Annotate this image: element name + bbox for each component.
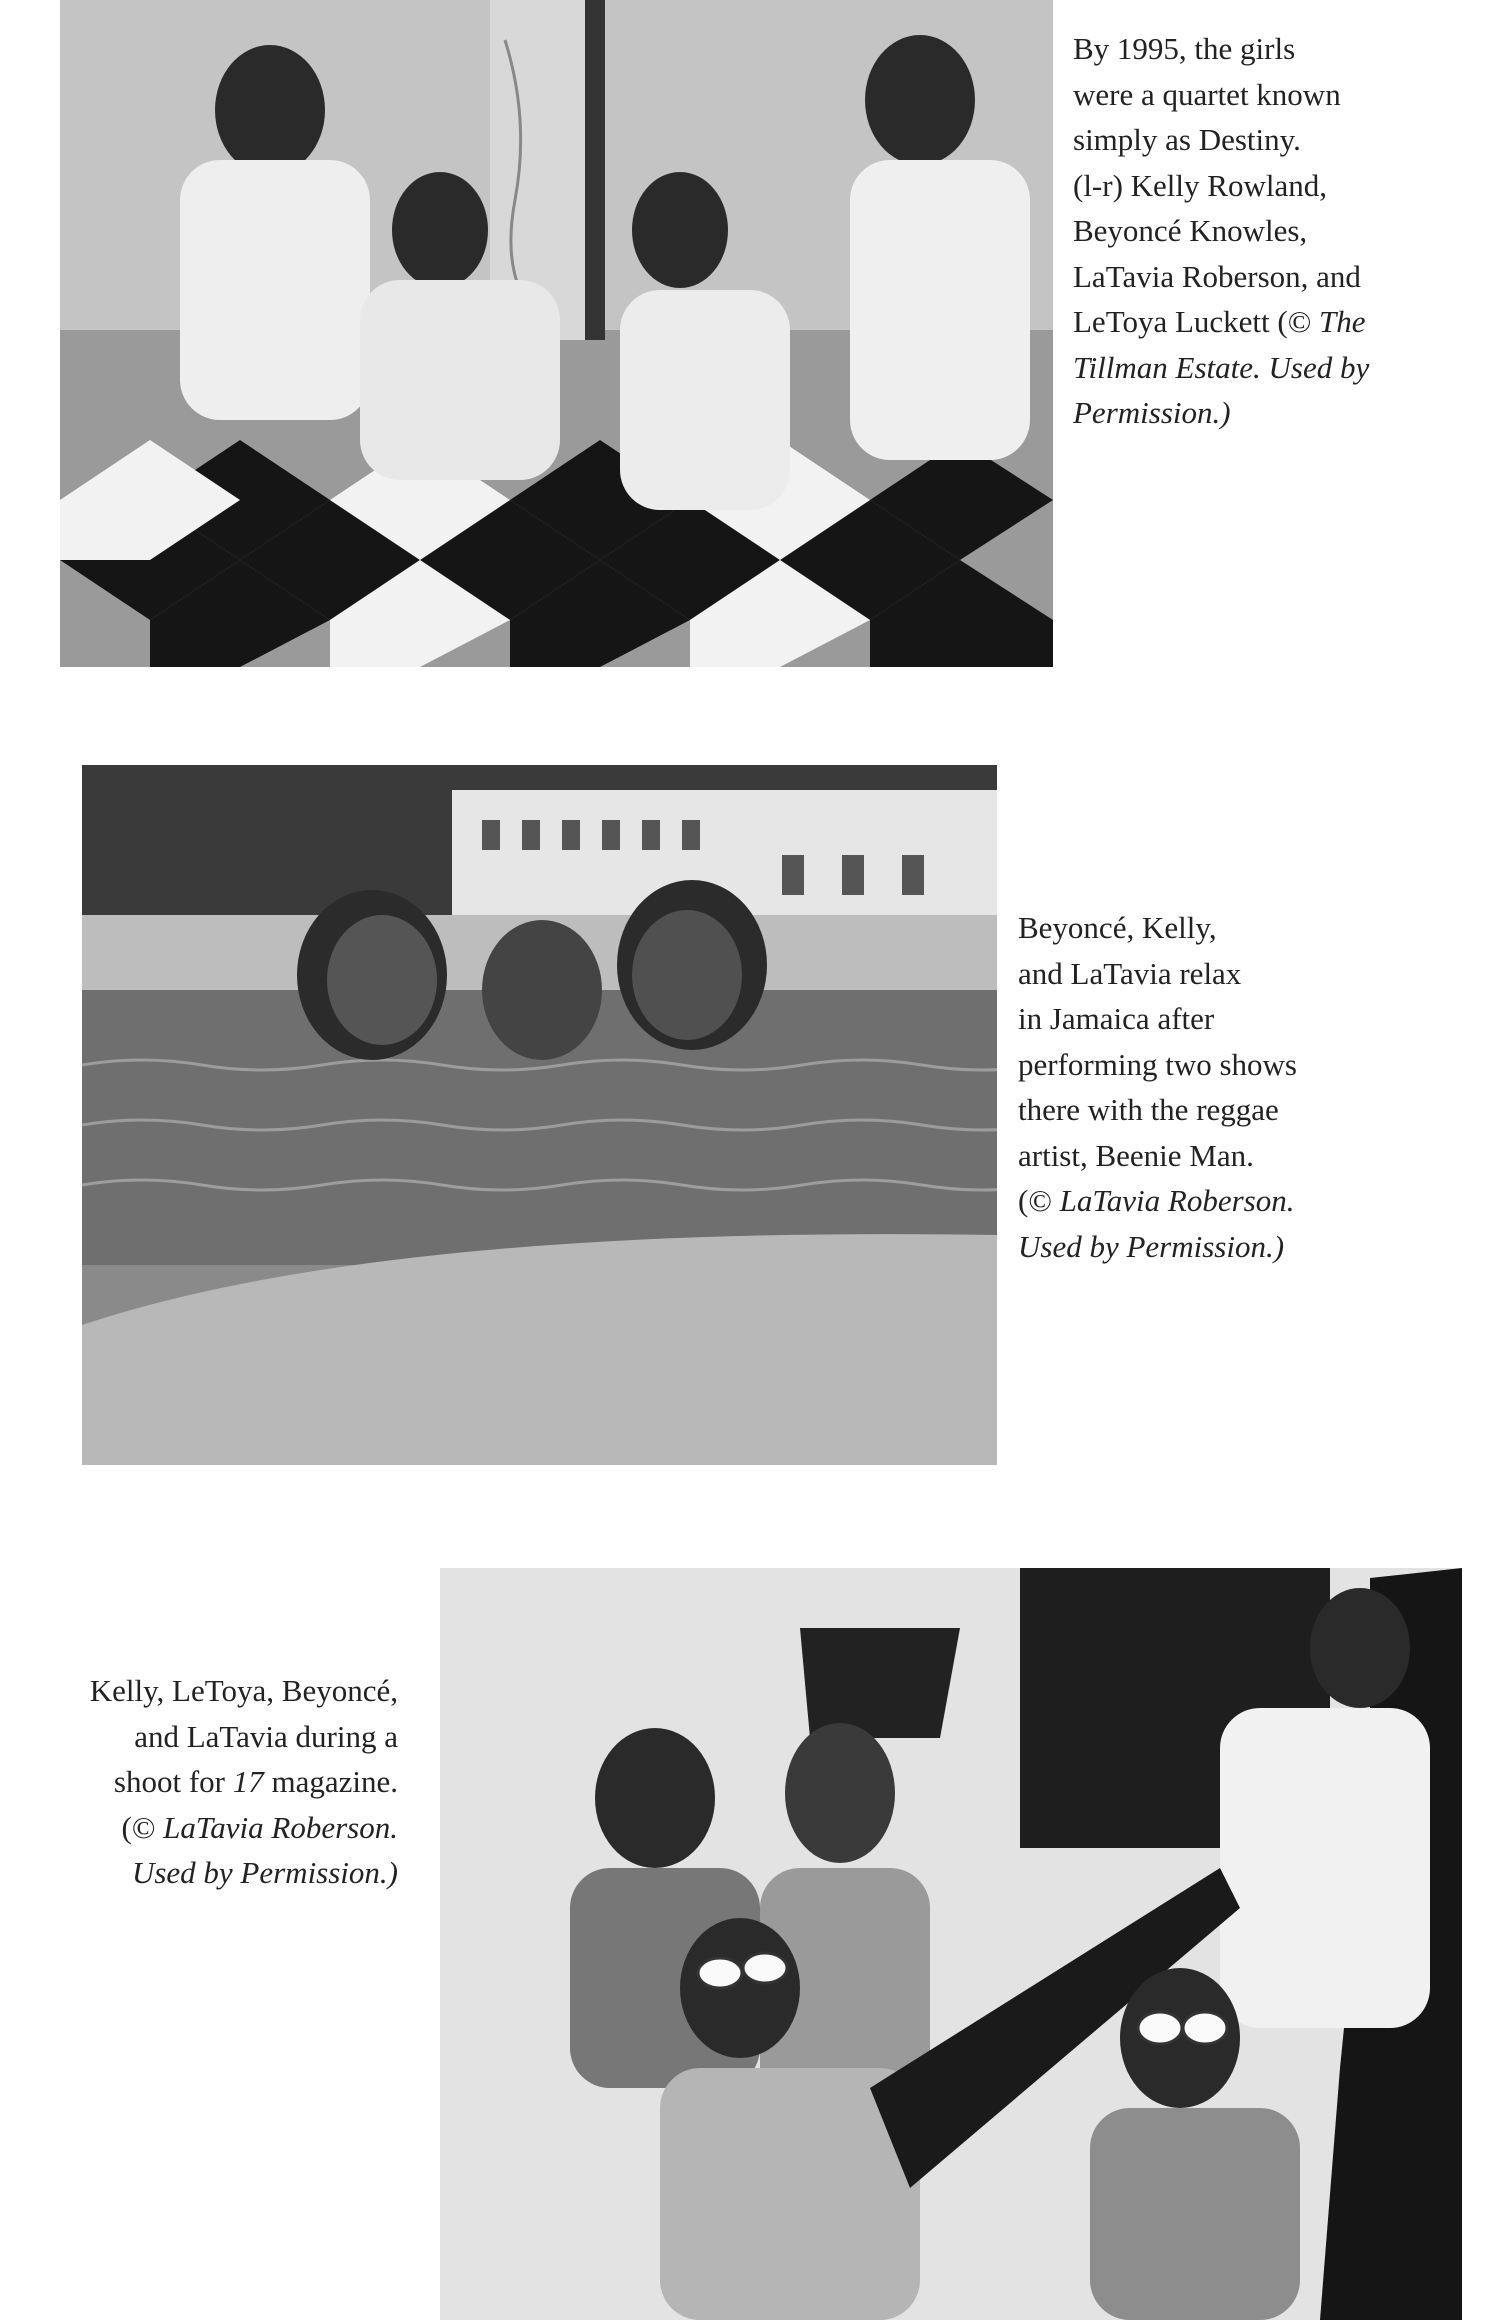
caption-photo3-line (70, 1805, 398, 1851)
caption-photo2-line: performing two shows (1018, 1046, 1297, 1082)
caption-photo1-line: LaTavia Roberson, and (1073, 258, 1361, 294)
caption-italic: 17 (232, 1764, 264, 1799)
caption-photo2 (1018, 905, 1297, 1269)
caption-italic: The (1319, 304, 1366, 339)
caption-photo3-line (70, 1759, 398, 1805)
caption-text: LeToya Luckett (© (1073, 304, 1320, 339)
caption-photo1-line (1073, 390, 1369, 436)
caption-photo1-line: Beyoncé Knowles, (1073, 213, 1308, 248)
photo-17-magazine-shoot (440, 1568, 1462, 2320)
caption-italic: Tillman Estate. Used by (1073, 349, 1370, 385)
caption-photo1-line (1073, 345, 1369, 391)
caption-italic: Used by Permission.) (1018, 1228, 1285, 1264)
caption-photo2-line: and LaTavia relax (1018, 955, 1242, 991)
caption-photo1-line: simply as Destiny. (1073, 122, 1301, 157)
photo-destiny-quartet (60, 0, 1053, 667)
caption-italic: LaTavia Roberson. (1059, 1183, 1295, 1218)
caption-text: shoot for (113, 1764, 233, 1799)
photo-jamaica-pool (82, 765, 997, 1465)
caption-photo3-line: and LaTavia during a (134, 1718, 398, 1754)
caption-text: magazine. (263, 1764, 398, 1799)
caption-photo2-line (1018, 1178, 1297, 1224)
caption-photo2-line: Beyoncé, Kelly, (1018, 910, 1217, 945)
caption-photo3-line: Kelly, LeToya, Beyoncé, (89, 1673, 398, 1708)
caption-photo3 (70, 1668, 398, 1896)
caption-text: (© (1018, 1183, 1060, 1218)
caption-photo1-line (1073, 299, 1369, 345)
caption-photo2-line (1018, 1224, 1297, 1270)
caption-italic: Used by Permission.) (131, 1855, 398, 1890)
caption-photo2-line: artist, Beenie Man. (1018, 1137, 1254, 1173)
caption-italic: LaTavia Roberson. (163, 1809, 398, 1845)
caption-photo1-line: were a quartet known (1073, 76, 1341, 112)
caption-photo1-line: By 1995, the girls (1073, 31, 1296, 66)
caption-photo2-line: there with the reggae (1018, 1092, 1279, 1127)
caption-italic: Permission.) (1073, 395, 1231, 430)
caption-photo1-line: (l-r) Kelly Rowland, (1073, 167, 1327, 203)
caption-photo3-line (70, 1850, 398, 1896)
caption-photo1 (1073, 26, 1369, 436)
caption-photo2-line: in Jamaica after (1018, 1001, 1215, 1036)
caption-text: (© (121, 1809, 164, 1845)
